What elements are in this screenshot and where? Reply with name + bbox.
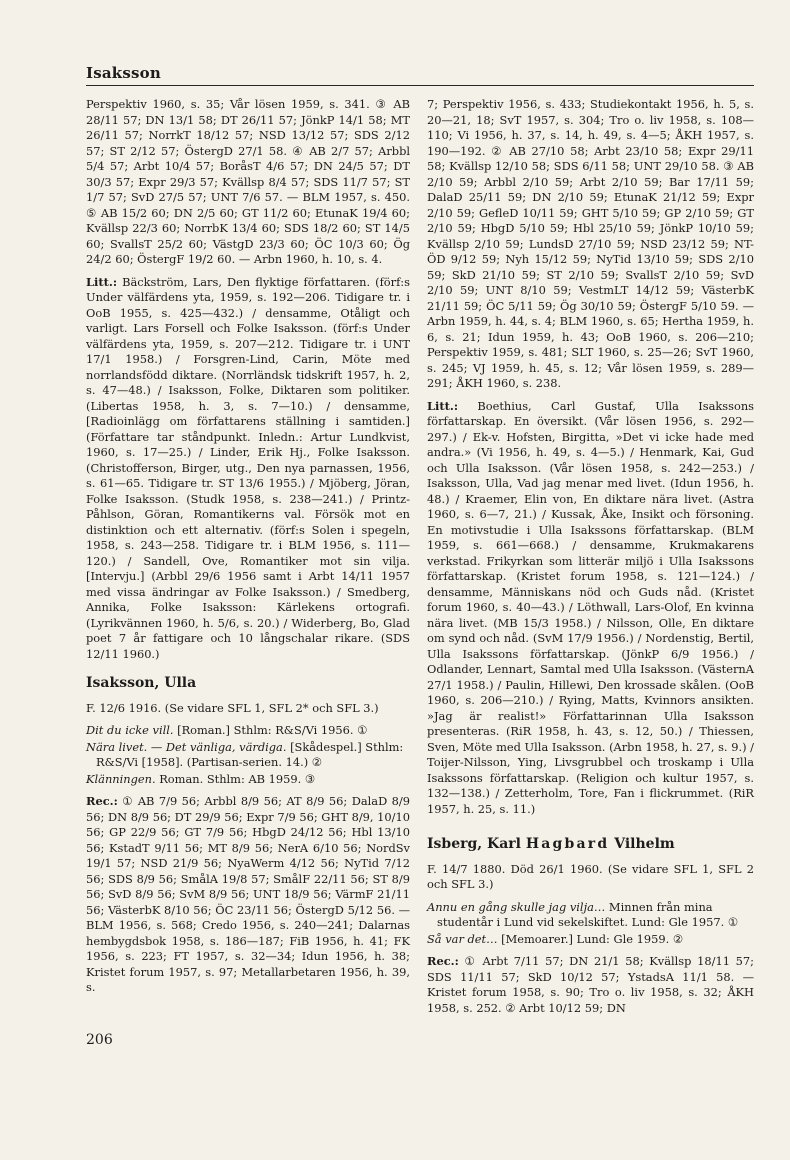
entry-title-ulla: Isaksson, Ulla [86,675,197,691]
rec-continuation: 7; Perspektiv 1956, s. 433; Studiekontakt 1956, h. 5, s. 20—21, 18; SvT 1957, s. 304; Tro o. liv 1958, s. 108—110; Vi 1956, h. 37, s. 14, h. 49, s. 4—5; ÅKH 1957, s. 190—192. ② AB 27/10 58; Arbt 23/10 58; Expr 29/11 58; Kvällsp 12/10 58; SDS 6/11 58; UNT 29/10 58. ③ AB 2/10 59; Arbbl 2/10 59; Arbt 2/10 59; Bar 17/11 59; DalaD 25/11 59; DN 2/10 59; EtunaK 21/12 59; Expr 2/10 59; GefleD 10/11 59; GHT 5/10 59; GP 2/10 59; GT 2/10 59; HbgD 5/10 59; Hbl 25/10 59; JönkP 10/10 59; Kvällsp 2/10 59; LundsD 27/10 59; NSD 23/12 59; NT-ÖD 9/12 59; Nyh 15/12 59; NyTid 13/10 59; SDS 2/10 59; SkD 21/10 59; ST 2/10 59; SvallsT 2/10 59; SvD 2/10 59; UNT 8/10 59; VestmLT 14/12 59; VästerbK 21/11 59; ÖC 5/11 59; Ög 30/10 59; ÖstergF 5/10 59. — Arbn 1959, h. 44, s. 4; BLM 1960, s. 65; Hertha 1959, h. 6, s. 21; Idun 1959, h. 43; OoB 1960, s. 206—210; Perspektiv 1959, s. 481; SLT 1960, s. 25—26; SvT 1960, s. 245; VJ 1959, h. 45, s. 12; Vår lösen 1959, s. 289—291; ÅKH 1960, s. 238. [427,97,754,390]
work-item [427,932,754,948]
work-title: Nära livet. — Det vänliga, värdiga. [86,739,287,754]
rec-label: Rec.: [427,954,459,968]
litt-paragraph-ulla [427,399,754,818]
litt-label: Litt.: [427,398,459,413]
work-details: Roman. Sthlm: AB 1959. ③ [159,771,316,786]
work-details: [Roman.] Sthlm: R&S/Vi 1956. ① [177,723,368,737]
bio-karl: F. 14/7 1880. Död 26/1 1960. (Se vidare SFL 1, SFL 2 och SFL 3.) [427,861,754,891]
litt-label: Litt.: [86,274,118,289]
continuation-text: Perspektiv 1960, s. 35; Vår lösen 1959, s. 341. ③ AB 28/11 57; DN 13/1 58; DT 26/11 57; JönkP 14/1 58; MT 26/11 57; NorrkT 18/12 57; NSD 13/12 57; SDS 2/12 57; ST 2/12 57; ÖstergD 27/1 58. ④ AB 2/7 57; Arbbl 5/4 57; Arbt 10/4 57; BoråsT 4/6 57; DN 24/5 57; DT 30/3 57; Expr 29/3 57; Kvällsp 8/4 57; SDS 11/7 57; ST 1/7 57; SvD 27/5 57; UNT 7/6 57. — BLM 1957, s. 450. ⑤ AB 15/2 60; DN 2/5 60; GT 11/2 60; EtunaK 19/4 60; Kvällsp 22/3 60; NorrbK 13/4 60; SDS 18/2 60; ST 14/5 60; SvallsT 25/2 60; VästgD 23/3 60; ÖC 10/3 60; Ög 24/2 60; ÖstergF 19/2 60. — Arbn 1960, h. 10, s. 4. [86,97,410,266]
work-details: Minnen från mina studentår i Lund vid sekelskiftet. Lund: Gle 1957. ① [437,899,739,929]
rec-label: Rec.: [86,794,118,808]
work-item [86,723,410,739]
work-item [86,740,410,771]
title-spaced-name: Hagbard [525,836,610,852]
right-column [427,97,754,1023]
rec-paragraph-karl [427,954,754,1016]
entry-title-karl [427,837,754,853]
litt-paragraph-folke [86,275,410,663]
title-prefix: Isberg, Karl [427,836,521,852]
title-suffix: Vilhelm [614,836,675,852]
work-title: Klänningen. [86,771,156,786]
work-details: [Skådespel.] Sthlm: R&S/Vi [1958]. (Partisan-serien. 14.) ② [96,739,404,769]
litt-text-ulla: Boethius, Carl Gustaf, Ulla Isakssons författarskap. En översikt. (Vår lösen 1956, s. 292—297.) / Ek-v. Hofsten, Birgitta, »Det vi icke hade med andra.» (Vi 1956, h. 49, s. 4—5.) / Henmark, Kai, Gud och Ulla Isaksson. (Vår lösen 1958, s. 242—253.) / Isaksson, Ulla, Vad jag menar med livet. (Idun 1956, h. 48.) / Kraemer, Elin von, En diktare nära livet. (Astra 1960, s. 6—7, 21.) / Kussak, Åke, Insikt och försoning. En motivstudie i Ulla Isakssons författarskap. (BLM 1959, s. 661—668.) / densamme, Krukmakarens verkstad. Frikyrkan som litterär miljö i Ulla Isakssons författarskap. (Kristet forum 1958, s. 121—124.) / densamme, Människans nöd och Guds nåd. (Kristet forum 1960, s. 40—43.) / Löthwall, Lars-Olof, En kvinna nära livet. (MB 15/3 1958.) / Nilsson, Olle, En diktare om synd och nåd. (SvM 17/9 1956.) / Nordenstig, Bertil, Ulla Isakssons författarskap. (JönkP 6/9 1956.) / Odlander, Lennart, Samtal med Ulla Isaksson. (VästernA 27/1 1958.) / Paulin, Hillewi, Den krossade skålen. (OoB 1960, s. 206—210.) / Rying, Matts, Kvinnors ansikten. »Jag är realist!» Författarinnan Ulla Isaksson presenteras. (RiR 1958, h. 43, s. 12, 50.) / Thiessen, Sven, Möte med Ulla Isaksson. (Arbn 1958, h. 27, s. 9.) / Toijer-Nilsson, Ying, Livsgrubbel och troskamp i Ulla Isakssons författarskap. (Religion och kultur 1957, s. 132—138.) / Zetterholm, Tore, Fan i flickrummet. (RiR 1957, h. 25, s. 11.) [427,398,754,816]
rec-text-karl: ① Arbt 7/11 57; DN 21/1 58; Kvällsp 18/11 57; SDS 11/11 57; SkD 10/12 57; YstadsA 11/1 58. — Kristet forum 1958, s. 90; Tro o. liv 1958, s. 32; ÅKH 1958, s. 252. ② Arbt 10/12 59; DN [427,954,755,1015]
work-item [86,772,410,788]
running-head-title: Isaksson [86,64,161,82]
litt-text-folke: Bäckström, Lars, Den flyktige författaren. (förf:s Under välfärdens yta, 1959, s. 192—206. Tidigare tr. i OoB 1955, s. 425—432.) / densamme, Otåligt och varligt. Lars Forsell och Folke Isaksson. (förf:s Under välfärdens yta, 1959, s. 207—212. Tidigare tr. i UNT 17/1 1958.) / Forsgren-Lind, Carin, Möte med norrlandsfödd diktare. (Norrländsk tidskrift 1957, h. 2, s. 47—48.) / Isaksson, Folke, Diktaren som politiker. (Libertas 1958, h. 3, s. 7—10.) / densamme, [Radioinlägg om författarens ställning i samtiden.] (Författare tar ståndpunkt. Inledn.: Artur Lundkvist, 1960, s. 17—25.) / Linder, Erik Hj., Folke Isaksson. (Christofferson, Birger, utg., Den nya parnassen, 1956, s. 61—65. Tidigare tr. ST 13/6 1955.) / Mjöberg, Jöran, Folke Isaksson. (Studk 1958, s. 238—241.) / Printz-Påhlson, Göran, Romantikerns val. Försök mot en distinktion och ett alternativ. (förf:s Solen i spegeln, 1958, s. 243—258. Tidigare tr. i BLM 1956, s. 111—120.) / Sandell, Ove, Romantiker mot sin vilja. [Intervju.] (Arbbl 29/6 1956 samt i Arbt 14/11 1957 med vissa ändringar av Folke Isaksson.) / Smedberg, Annika, Folke Isaksson: Kärlekens ortografi. (Lyrikvännen 1960, h. 5/6, s. 20.) / Widerberg, Bo, Glad poet 7 år fattigare och 10 långschalar rikare. (SDS 12/11 1960.) [86,274,410,661]
rec-paragraph-ulla [86,794,410,996]
bio-ulla: F. 12/6 1916. (Se vidare SFL 1, SFL 2* och SFL 3.) [86,700,379,715]
header-rule [86,85,754,86]
work-details: [Memoarer.] Lund: Gle 1959. ② [501,931,684,946]
work-title: Annu en gång skulle jag vilja… [427,899,606,914]
rec-text-ulla: ① AB 7/9 56; Arbbl 8/9 56; AT 8/9 56; DalaD 8/9 56; DN 8/9 56; DT 29/9 56; Expr 7/9 56; GHT 8/9, 10/10 56; GP 22/9 56; GT 7/9 56; HbgD 24/12 56; Hbl 13/10 56; KstadT 9/11 56; MT 8/9 56; NerA 6/10 56; NordSv 19/1 57; NSD 21/9 56; NyaWerm 4/12 56; NyTid 7/12 56; SDS 8/9 56; SmålA 19/8 57; SmålF 22/11 56; ST 8/9 56; SvD 8/9 56; SvM 8/9 56; UNT 18/9 56; VärmF 21/11 56; VästerbK 8/10 56; ÖC 23/11 56; ÖstergD 5/12 56. — BLM 1956, s. 568; Credo 1956, s. 240—241; Dalarnas hembygdsbok 1958, s. 186—187; FiB 1956, h. 41; FK 1956, s. 223; FT 1957, s. 32—34; Idun 1956, h. 38; Kristet forum 1957, s. 97; Metallarbetaren 1956, h. 39, s. [86,794,410,994]
page-number: 206 [86,1032,113,1048]
left-column [86,97,410,1003]
work-title: Så var det… [427,931,498,946]
work-item [427,900,754,931]
work-title: Dit du icke vill. [86,723,174,737]
